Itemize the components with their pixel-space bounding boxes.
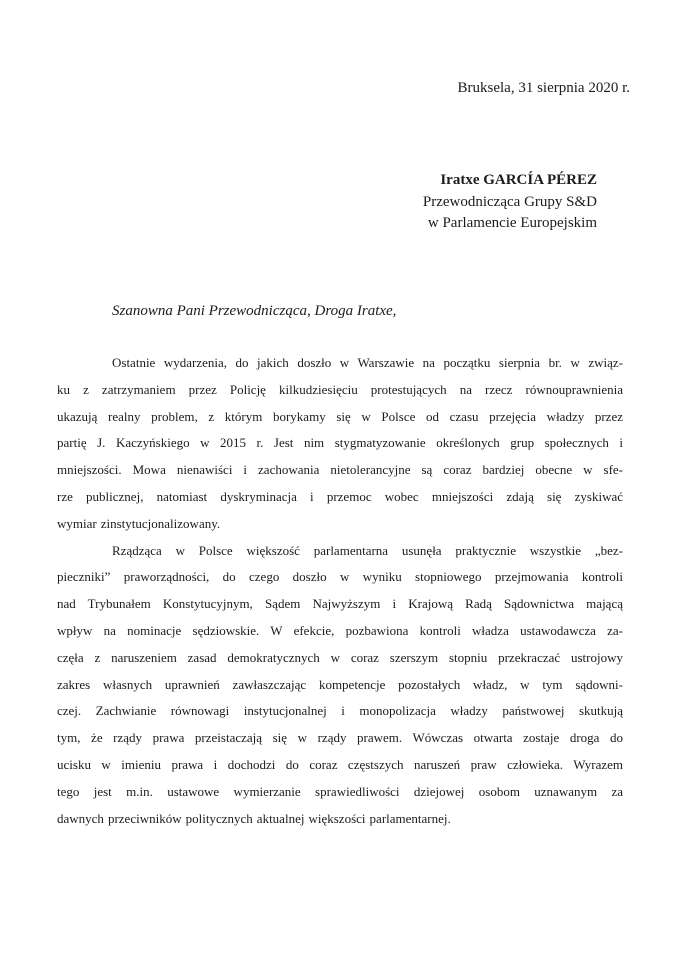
salutation: Szanowna Pani Przewodnicząca, Droga Iratxe, bbox=[112, 303, 397, 319]
addressee-title: Przewodnicząca Grupy S&D bbox=[422, 193, 597, 210]
body-line: wymiar zinstytucjonalizowany. bbox=[57, 515, 221, 531]
body-line: partię J. Kaczyńskiego w 2015 r. Jest nim stygmatyzowanie określonych grup społecznych i bbox=[57, 435, 623, 451]
body-line: tym, że rządy prawa przeistaczają się w rządy prawem. Wówczas otwarta zostaje droga do bbox=[57, 730, 623, 746]
body-line: ukazują realny problem, z którym borykamy się w Polsce od czasu przejęcia władzy przez bbox=[57, 408, 623, 424]
addressee-organization: w Parlamencie Europejskim bbox=[427, 215, 597, 231]
addressee-name: Iratxe GARCÍA PÉREZ bbox=[440, 172, 597, 188]
letter-body bbox=[57, 350, 623, 832]
body-line: mniejszości. Mowa nienawiści i zachowania nietolerancyjne są coraz bardziej obecne w sfe- bbox=[57, 462, 623, 478]
addressee-block bbox=[423, 170, 597, 235]
body-line: ucisku w imieniu prawa i dochodzi do coraz częstszych naruszeń praw człowieka. Wyrazem bbox=[57, 756, 623, 772]
body-line: pieczniki” praworządności, do czego doszło w wyniku stopniowego przejmowania kontroli bbox=[57, 569, 623, 585]
body-line: Ostatnie wydarzenia, do jakich doszło w Warszawie na początku sierpnia br. w związ- bbox=[112, 355, 623, 370]
body-line: częła z naruszeniem zasad demokratycznych w coraz szerszym stopniu przekraczać ustrojowy bbox=[57, 649, 623, 665]
paragraph-2 bbox=[57, 538, 623, 833]
dateline: Bruksela, 31 sierpnia 2020 r. bbox=[457, 80, 630, 96]
body-line: wpływ na nominacje sędziowskie. W efekcie, pozbawiona kontroli władza ustawodawcza za- bbox=[57, 622, 623, 638]
body-line: tego jest m.in. ustawowe wymierzanie sprawiedliwości dziejowej osobom uznawanym za bbox=[57, 783, 623, 799]
body-line: rze publicznej, natomiast dyskryminacja i przemoc wobec mniejszości zdają się zyskiwać bbox=[57, 488, 623, 504]
body-line: Rządząca w Polsce większość parlamentarna usunęła praktycznie wszystkie „bez- bbox=[112, 542, 623, 558]
body-line: zakres własnych uprawnień zawłaszczając kompetencje pozostałych władz, w tym sądowni- bbox=[57, 676, 623, 692]
body-line: czej. Zachwianie równowagi instytucjonalnej i monopolizacja władzy państwowej skutkują bbox=[57, 703, 623, 719]
body-line: nad Trybunałem Konstytucyjnym, Sądem Najwyższym i Krajową Radą Sądownictwa mającą bbox=[57, 596, 623, 612]
body-line: dawnych przeciwników politycznych aktualnej większości parlamentarnej. bbox=[57, 810, 451, 826]
body-line: ku z zatrzymaniem przez Policję kilkudziesięciu protestujących na rzecz równouprawnienia bbox=[57, 381, 623, 397]
paragraph-1 bbox=[57, 350, 623, 538]
